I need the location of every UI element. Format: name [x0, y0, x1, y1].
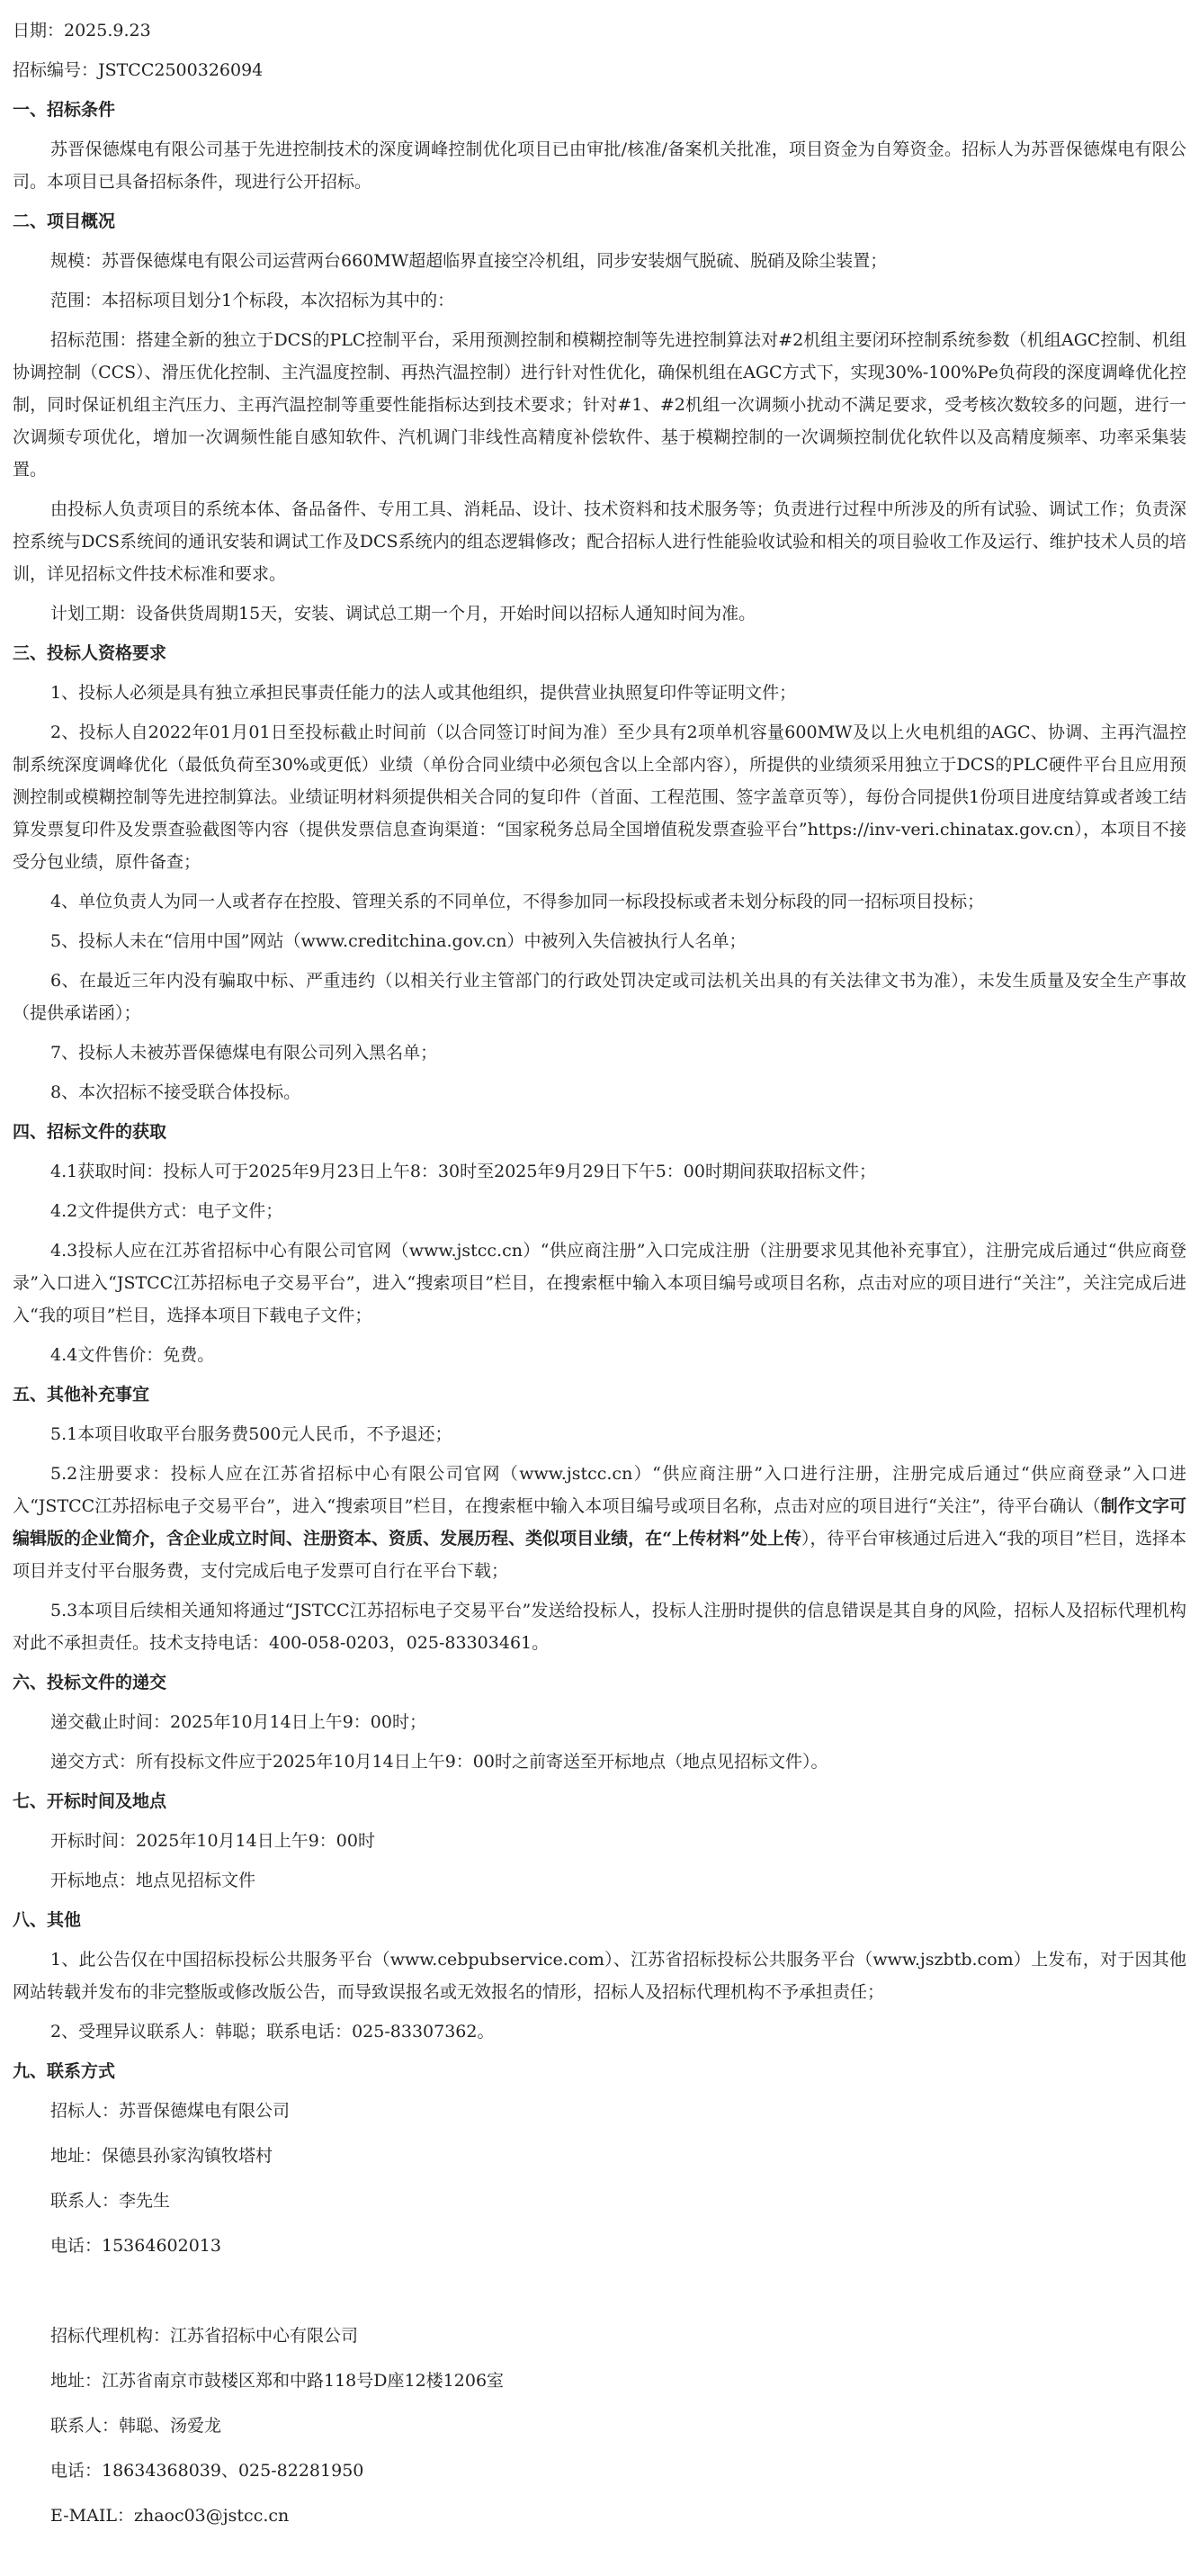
qualification-2: 2、投标人自2022年01月01日至投标截止时间前（以合同签订时间为准）至少具有2项单机容量600MW及以上火电机组的AGC、协调、主再汽温控制系统深度调峰优化（最低负荷至30%或更低）业绩（单份合同业绩中必须包含以上全部内容），所提供的业绩须采用独立于DCS的PLC硬件平台且应用预测控制或模糊控制等先进控制算法。业绩证明材料须提供相关合同的复印件（首面、工程范围、签字盖章页等），每份合同提供1份项目进度结算或者竣工结算发票复印件及发票查验截图等内容（提供发票信息查询渠道：“国家税务总局全国增值税发票查验平台”https://inv-veri.chinatax.gov.cn），本项目不接受分包业绩，原件备查；: [13, 723, 1186, 872]
section-heading-3: 三、投标人资格要求: [13, 643, 167, 663]
section-heading-1: 一、招标条件: [13, 100, 116, 120]
date-line: 日期：2025.9.23: [13, 21, 151, 40]
opening-place: 开标地点：地点见招标文件: [50, 1871, 256, 1890]
tenderer-phone: 电话：15364602013: [50, 2236, 221, 2256]
registration-requirements: [13, 1458, 1186, 1587]
registration-bold-requirement: 制作文字可编辑版的企业简介，含企业成立时间、注册资本、资质、发展历程、类似项目业绩，在“上传材料”处上传: [13, 1496, 1186, 1548]
announcement-content: [13, 14, 1186, 2532]
project-range: 范围：本招标项目划分1个标段，本次招标为其中的：: [50, 291, 455, 310]
tenderer-contact: 联系人：李先生: [50, 2191, 171, 2211]
obtain-time: 4.1获取时间：投标人可于2025年9月23日上午8：30时至2025年9月29日下午5：00时期间获取招标文件；: [50, 1162, 876, 1181]
obtain-procedure: 4.3投标人应在江苏省招标中心有限公司官网（www.jstcc.cn）“供应商注册”入口完成注册（注册要求见其他补充事宜），注册完成后通过“供应商登录”入口进入“JSTCC江苏招标电子交易平台”，进入“搜索项目”栏目，在搜索框中输入本项目编号或项目名称，点击对应的项目进行“关注”，关注完成后进入“我的项目”栏目，选择本项目下载电子文件；: [13, 1241, 1186, 1325]
qualification-1: 1、投标人必须是具有独立承担民事责任能力的法人或其他组织，提供营业执照复印件等证明文件；: [50, 683, 797, 703]
agency-email: E-MAIL：zhaoc03@jstcc.cn: [50, 2506, 290, 2526]
agency-phone: 电话：18634368039、025-82281950: [50, 2461, 364, 2481]
planned-period: 计划工期：设备供货周期15天，安装、调试总工期一个月，开始时间以招标人通知时间为准。: [50, 604, 756, 624]
qualification-6: 6、在最近三年内没有骗取中标、严重违约（以相关行业主管部门的行政处罚决定或司法机关出具的有关法律文书为准），未发生质量及安全生产事故（提供承诺函）；: [13, 971, 1186, 1023]
other-notice-2: 2、受理异议联系人：韩聪；联系电话：025-83307362。: [50, 2022, 495, 2042]
section-heading-6: 六、投标文件的递交: [13, 1673, 167, 1692]
qualification-5: 5、投标人未在“信用中国”网站（www.creditchina.gov.cn）中被列入失信被执行人名单；: [50, 931, 747, 951]
agency-name: 招标代理机构：江苏省招标中心有限公司: [50, 2326, 359, 2346]
tenderer-name: 招标人：苏晋保德煤电有限公司: [50, 2101, 291, 2121]
notification-note: 5.3本项目后续相关通知将通过“JSTCC江苏招标电子交易平台”发送给投标人，投标人注册时提供的信息错误是其自身的风险，招标人及招标代理机构对此不承担责任。技术支持电话：400-058-0203，025-83303461。: [13, 1601, 1186, 1653]
section-heading-4: 四、招标文件的获取: [13, 1122, 167, 1142]
tender-conditions-paragraph: 苏晋保德煤电有限公司基于先进控制技术的深度调峰控制优化项目已由审批/核准/备案机关批准，项目资金为自筹资金。招标人为苏晋保德煤电有限公司。本项目已具备招标条件，现进行公开招标。: [13, 139, 1186, 192]
opening-time: 开标时间：2025年10月14日上午9：00时: [50, 1831, 375, 1851]
document-method: 4.2文件提供方式：电子文件；: [50, 1201, 283, 1221]
section-heading-8: 八、其他: [13, 1910, 82, 1930]
registration-text-c: ），待平台审核通过后进入“我的项目”栏目，选择本项目并支付平台服务费，支付完成后电子发票可自行在平台下载；: [13, 1529, 1186, 1581]
qualification-7: 7、投标人未被苏晋保德煤电有限公司列入黑名单；: [50, 1043, 438, 1063]
section-heading-5: 五、其他补充事宜: [13, 1385, 150, 1405]
section-heading-9: 九、联系方式: [13, 2061, 116, 2081]
submission-deadline: 递交截止时间：2025年10月14日上午9：00时；: [50, 1712, 426, 1732]
qualification-4: 4、单位负责人为同一人或者存在控股、管理关系的不同单位，不得参加同一标段投标或者未划分标段的同一招标项目投标；: [50, 892, 985, 911]
tender-number-line: 招标编号：JSTCC2500326094: [13, 60, 264, 80]
section-heading-7: 七、开标时间及地点: [13, 1791, 167, 1811]
agency-address: 地址：江苏省南京市鼓楼区郑和中路118号D座12楼1206室: [50, 2371, 505, 2391]
document-price: 4.4文件售价：免费。: [50, 1345, 215, 1365]
other-notice-1: 1、此公告仅在中国招标投标公共服务平台（www.cebpubservice.com）、江苏省招标投标公共服务平台（www.jszbtb.com）上发布，对于因其他网站转载并发布的非完整版或修改版公告，而导致误报名或无效报名的情形，招标人及招标代理机构不予承担责任；: [13, 1950, 1186, 2002]
platform-fee: 5.1本项目收取平台服务费500元人民币，不予退还；: [50, 1424, 452, 1444]
section-heading-2: 二、项目概况: [13, 211, 116, 231]
bidder-responsibilities: 由投标人负责项目的系统本体、备品备件、专用工具、消耗品、设计、技术资料和技术服务等；负责进行过程中所涉及的所有试验、调试工作；负责深控系统与DCS系统间的通讯安装和调试工作及DCS系统内的组态逻辑修改；配合招标人进行性能验收试验和相关的项目验收工作及运行、维护技术人员的培训，详见招标文件技术标准和要求。: [13, 499, 1186, 584]
tenderer-address: 地址：保德县孙家沟镇牧塔村: [50, 2146, 273, 2166]
agency-contact: 联系人：韩聪、汤爱龙: [50, 2416, 222, 2436]
qualification-8: 8、本次招标不接受联合体投标。: [50, 1082, 301, 1102]
registration-text-a: 5.2注册要求：投标人应在江苏省招标中心有限公司官网（www.jstcc.cn）“供应商注册”入口进行注册，注册完成后通过“供应商登录”入口进入“JSTCC江苏招标电子交易平台”，进入“搜索项目”栏目，在搜索框中输入本项目编号或项目名称，点击对应的项目进行“关注”，待平台确认（: [13, 1464, 1186, 1516]
tender-scope: 招标范围：搭建全新的独立于DCS的PLC控制平台，采用预测控制和模糊控制等先进控制算法对#2机组主要闭环控制系统参数（机组AGC控制、机组协调控制（CCS）、滑压优化控制、主汽温度控制、再热汽温控制）进行针对性优化，确保机组在AGC方式下，实现30%-100%Pe负荷段的深度调峰优化控制，同时保证机组主汽压力、主再汽温控制等重要性能指标达到技术要求；针对#1、#2机组一次调频小扰动不满足要求，受考核次数较多的问题，进行一次调频专项优化，增加一次调频性能自感知软件、汽机调门非线性高精度补偿软件、基于模糊控制的一次调频控制优化软件以及高精度频率、功率采集装置。: [13, 330, 1186, 480]
project-scale: 规模：苏晋保德煤电有限公司运营两台660MW超超临界直接空冷机组，同步安装烟气脱硫、脱硝及除尘装置；: [50, 251, 888, 271]
submission-method: 递交方式：所有投标文件应于2025年10月14日上午9：00时之前寄送至开标地点（地点见招标文件）。: [50, 1752, 828, 1772]
